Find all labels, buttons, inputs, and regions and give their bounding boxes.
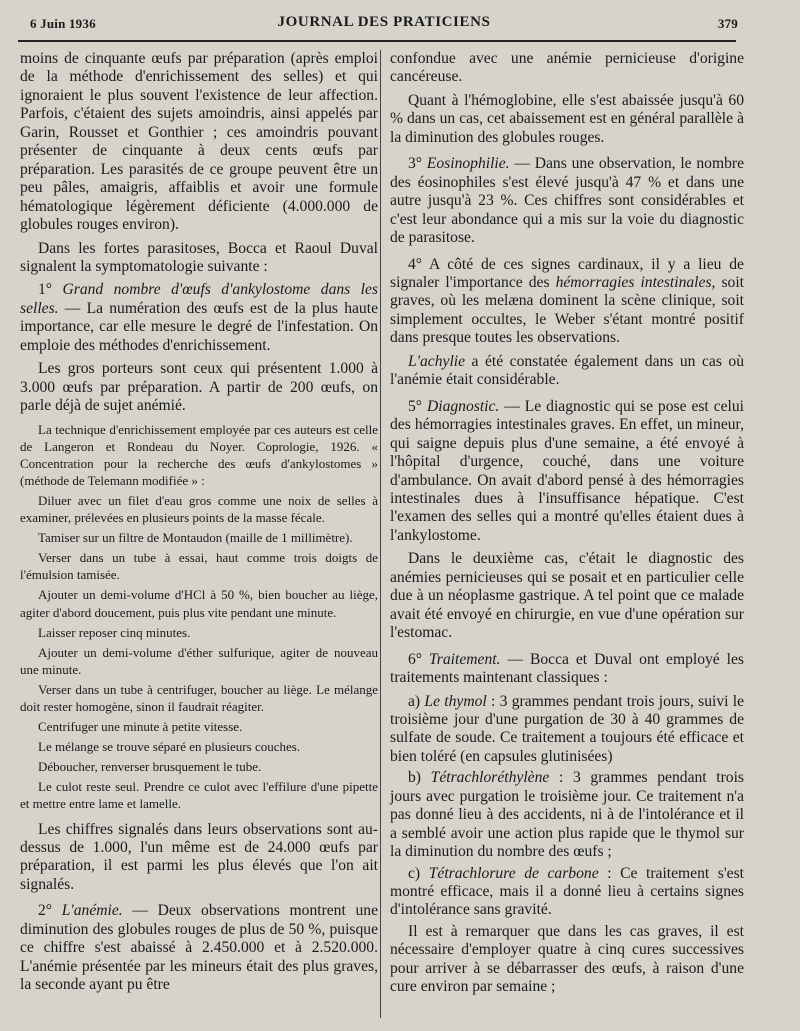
technique-step: Verser dans un tube à essai, haut comme trois doigts de l'émulsion tamisée. [20,550,378,583]
section-number: 1° [38,281,53,299]
technique-step: Le mélange se trouve séparé en plusieurs couches. [38,739,301,755]
paragraph: moins de cinquante œufs par préparation (après emploi de la méthode d'enrichissement des selles) et qui ignoraient le plus souvent l'existence de leur affection. Parfois, c'étaient des sujets amoindris, ainsi appelés par Garin, Rousset et Gonthier ; ces amoindris pouvant présenter de cinquante à deux cents œufs par préparation. Les parasités de ce groupe peuvent être un peu pâles, amaigris, affaiblis et avoir une formule hématologique légèrement déficiente (4.000.000 de globules rouges environ). [20,50,378,234]
technique-step: Déboucher, renverser brusquement le tube. [38,759,262,775]
technique-step: Centrifuger une minute à petite vitesse. [38,719,243,735]
section-body: — Deux observations montrent une diminution des globules rouges de plus de 50 %, puisque ce chiffre s'est abaissé à 2.450.000 et à 2.520.000. L'anémie présentée par les mineurs était des plus graves, la seconde ayant pu être [20,902,378,994]
section-title: Traitement. [429,650,501,668]
paragraph: Dans le deuxième cas, c'était le diagnostic des anémies pernicieuses qui se posait et en particulier celle due à un néoplasme gastrique. A tel point que ce malade avait été envoyé en chirurgie, en vue d'une opération sur l'estomac. [390,550,744,642]
treatment-name: Tétrachloréthylène [430,769,550,787]
item-label: b) [408,769,421,787]
paragraph: Quant à l'hémoglobine, elle s'est abaissée jusqu'à 60 % dans un cas, cet abaissement est en général parallèle à la diminution des globules rouges. [390,91,744,146]
paragraph: Les gros porteurs sont ceux qui présentent 1.000 à 3.000 œufs par préparation. A partir de 200 œufs, on parle déjà de sujet anémié. [20,360,378,415]
section-number: 5° [408,397,423,415]
section-body: — Le diagnostic qui se pose est celui des hémorragies intestinales graves. En effet, un mineur, qui saigne depuis plus d'une semaine, a été envoyé à l'hôpital d'urgence, couché, dans une voiture d'ambulance. On avait d'abord pensé à des hémorragies intestinales dues à l'insuffisance hépatique. C'est l'examen des selles qui a montré qu'elles étaient dues à l'ankylostome. [390,397,744,544]
section-2-paragraph [20,902,378,994]
treatment-c [390,865,744,920]
technique-step: Tamiser sur un filtre de Montaudon (maille de 1 millimètre). [38,530,353,546]
item-label: a) [408,692,421,710]
section-body: , soit graves, où les melæna dominent la scène clinique, soit simplement occultes, le Weber s'étant montré positif dans presque toutes les observations. [390,273,744,347]
section-5-paragraph [390,398,744,546]
technique-step: Laisser reposer cinq minutes. [38,624,191,640]
section-title: L'anémie. [61,902,123,920]
item-body: : 3 grammes pendant trois jours, suivi le troisième jour d'une purgation de 30 à 40 grammes de sulfate de soude. Ce traitement a toujours été efficace et bien toléré (en capsules glutinisées) [390,692,745,765]
header-journal-title: JOURNAL DES PRATICIENS [277,14,491,30]
paragraph: Dans les fortes parasitoses, Bocca et Raoul Duval signalent la symptomatologie suivante : [20,239,378,275]
paragraph-body: a été constatée également dans un cas où l'anémie était considérable. [390,352,744,389]
technique-step: Ajouter un demi-volume d'HCl à 50 %, bien boucher au liège, agiter d'abord doucement, puis plus vite pendant une minute. [20,587,378,620]
section-title: Grand nombre d'œufs d'ankylostome dans les selles. [20,281,378,317]
item-label: c) [408,864,421,882]
header-page-number: 379 [717,16,738,31]
technique-step: Ajouter un demi-volume d'éther sulfurique, agiter de nouveau une minute. [20,644,378,677]
section-1-paragraph [20,281,378,355]
section-number: 4° [408,255,423,273]
section-title: Diagnostic. [426,397,500,415]
treatment-b [390,769,744,861]
paragraph: Les chiffres signalés dans leurs observations sont au-dessus de 1.000, l'un même est de 24.000 œufs par préparation, il est parmi les plus élevés que l'on ait signalés. [20,820,378,893]
paragraph [390,353,744,390]
section-number: 2° [38,902,53,920]
section-body: A côté de ces signes cardinaux, il y a lieu de signaler l'importance des [390,255,744,291]
section-title: Eosinophilie. [426,155,510,173]
technique-step: Le culot reste seul. Prendre ce culot avec l'effilure d'une pipette et mettre entre lame et lamelle. [20,779,378,812]
treatment-name: Le thymol [424,692,487,710]
section-body: — Bocca et Duval ont employé les traitements maintenant classiques : [390,650,744,687]
running-header [30,16,738,38]
treatment-a [390,693,744,767]
left-column [20,50,378,1000]
section-number: 6° [408,650,423,668]
technique-step: Diluer avec un filet d'eau gros comme une noix de selles à examiner, prélevées en plusieurs points de la masse fécale. [20,492,378,526]
paragraph: Il est à remarquer que dans les cas graves, il est nécessaire d'employer quatre à cinq cures successives pour arriver à se débarrasser des œufs, à raison d'une cure environ par semaine ; [390,922,744,996]
paragraph: confondue avec une anémie pernicieuse d'origine cancéreuse. [390,50,744,86]
header-rule [18,40,736,42]
header-date: 6 Juin 1936 [30,16,96,31]
right-column [390,50,744,1002]
section-3-paragraph [390,155,744,247]
item-body: : Ce traitement s'est montré efficace, mais il a donné lieu à certains signes d'intolérance sans gravité. [390,864,744,919]
treatment-name: Tétrachlorure de carbone [428,864,599,882]
emphasis: L'achylie [408,352,466,370]
technique-note: La technique d'enrichissement employée par ces auteurs est celle de Langeron et Rondeau du Noyer. Coprologie, 1926. « Concentration pour la recherche des œufs d'ankylostomes » (méthode de Telemann modifiée » : [20,421,378,488]
section-body: — Dans une observation, le nombre des éosinophiles s'est élevé jusqu'à 47 % et dans une autre jusqu'à 23 %. Ces chiffres sont considérables et c'est leur abondance qui a mis sur la voie du diagnostic de parasitose. [390,155,744,247]
technique-step: Verser dans un tube à centrifuger, boucher au liège. Le mélange doit rester homogène, sinon il faudrait réagiter. [20,681,378,715]
column-divider [380,50,381,1018]
item-body: : 3 grammes pendant trois jours avec purgation le troisième jour. Ce traitement n'a pas donné lieu à des accidents, ni à de l'intolérance et il a semblé avoir une action plus rapide que le thymol sur la diminution du nombre des œufs ; [390,769,744,861]
section-body: — La numération des œufs est de la plus haute importance, car elle mesure le degré de l'infestation. On emploie des méthodes d'enrichissement. [20,299,378,354]
emphasis: hémorragies intestinales [555,273,712,291]
section-4-paragraph [390,256,744,348]
section-number: 3° [408,155,423,173]
section-6-paragraph [390,651,744,688]
